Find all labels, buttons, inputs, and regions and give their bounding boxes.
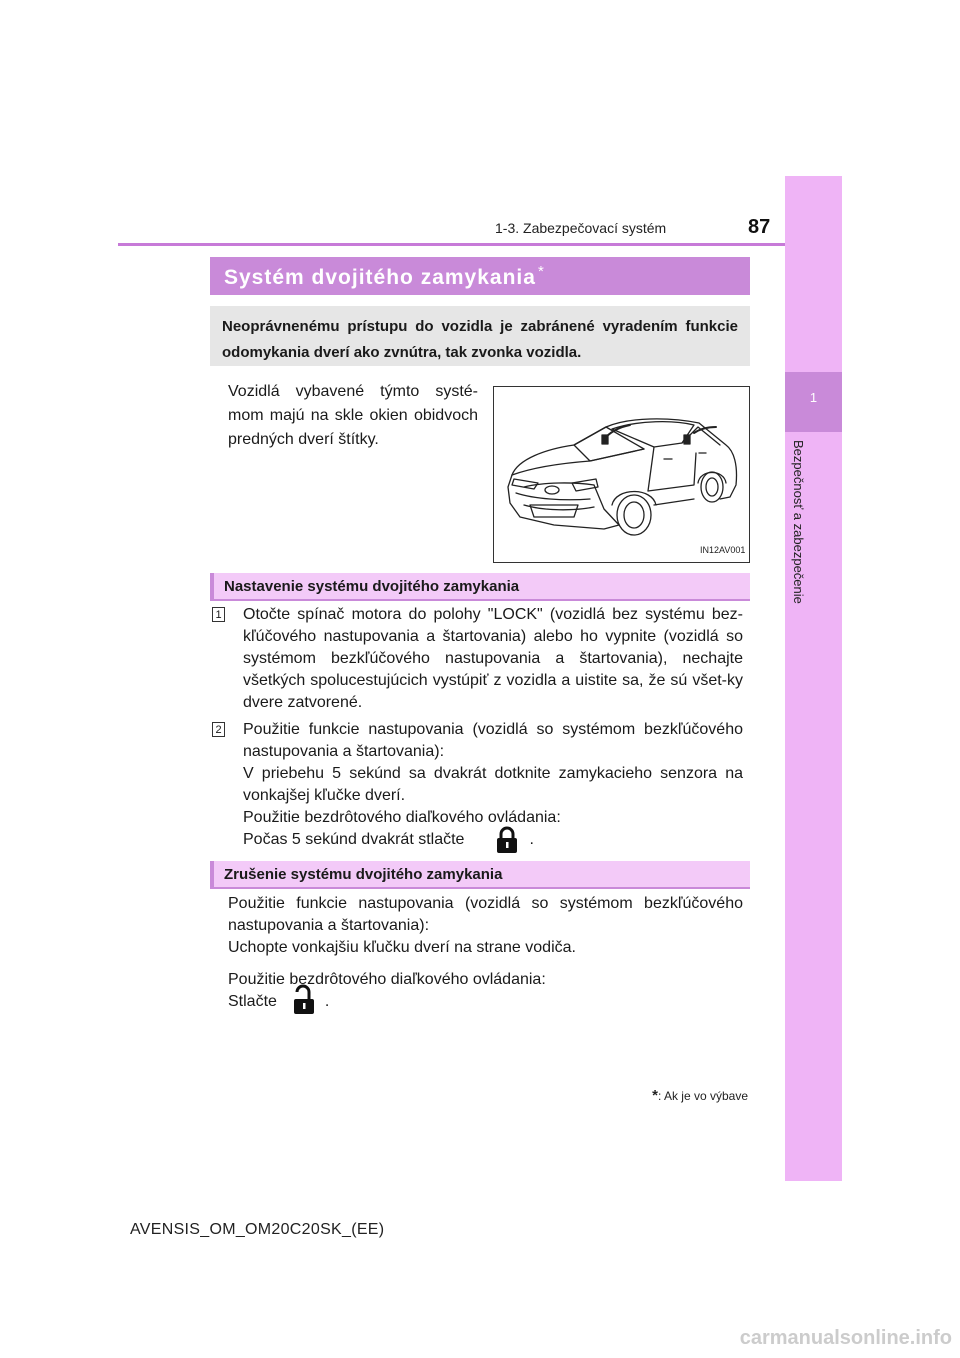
step-2-line-4-text: Počas 5 sekúnd dvakrát stlačte	[243, 831, 465, 848]
cancel-para-2b-text: Stlačte	[228, 993, 277, 1010]
car-figure	[493, 386, 750, 563]
footnote	[652, 1087, 748, 1104]
footnote-star: *	[652, 1087, 658, 1104]
step-2-line-4-end: .	[529, 831, 534, 848]
setup-heading: Nastavenie systému dvojitého zamykania	[224, 578, 520, 595]
step-2-line-4	[243, 829, 534, 851]
manual-code: AVENSIS_OM_OM20C20SK_(EE)	[130, 1221, 385, 1238]
footnote-text: : Ak je vo výbave	[657, 1089, 748, 1103]
page-title-text: Systém dvojitého zamykania	[224, 266, 536, 289]
step-1-text: Otočte spínač motora do polohy "LOCK" (vozidlá bez systému bez-kľúčového nastupovania a štartovania) alebo ho vypnite (vozidlá so systémom bezkľúčového nastupovania a štartovania), nechajte všetkých spolucestujúcich vystúpiť z vozidla a uistite sa, že sú všet-ky dvere zatvorené.	[243, 606, 743, 711]
lock-icon	[495, 826, 519, 859]
step-number-2: 2	[212, 722, 225, 737]
chapter-title: Bezpečnosť a zabezpečenie	[791, 440, 806, 604]
chapter-tab	[785, 176, 842, 1181]
figure-code: IN12AV001	[700, 545, 746, 555]
chapter-number: 1	[809, 390, 818, 405]
header-rule	[118, 243, 788, 246]
watermark: carmanualsonline.info	[739, 1327, 952, 1349]
section-title: 1-3. Zabezpečovací systém	[495, 220, 667, 236]
step-number-1: 1	[212, 607, 225, 622]
page-number: 87	[748, 216, 771, 238]
unlock-icon	[292, 983, 316, 1020]
cancel-heading: Zrušenie systému dvojitého zamykania	[224, 866, 503, 883]
intro-box: Neoprávnenému prístupu do vozidla je zabránené vyradením funkcie odomykania dverí ako zvnútra, tak zvonka vozidla.	[210, 306, 750, 366]
cancel-para-1b: Uchopte vonkajšiu kľučku dverí na strane vodiča.	[228, 939, 576, 956]
optional-mark: *	[537, 263, 545, 280]
step-2-line-1: Použitie funkcie nastupovania (vozidlá so systémom bezkľúčového nastupovania a štartovania):	[243, 721, 743, 760]
cancel-para-2b-end: .	[324, 993, 330, 1010]
car-illustration	[494, 387, 749, 562]
cancel-para-2: Použitie bezdrôtového diaľkového ovládania:	[228, 971, 546, 988]
cancel-para-1: Použitie funkcie nastupovania (vozidlá so systémom bezkľúčového nastupovania a štartovania):	[228, 895, 743, 934]
step-2-line-3: Použitie bezdrôtového diaľkového ovládania:	[243, 809, 561, 826]
car-note: Vozidlá vybavené týmto systé-mom majú na skle okien obidvoch predných dverí štítky.	[228, 383, 478, 448]
step-2-line-2: V priebehu 5 sekúnd sa dvakrát dotknite zamykacieho senzora na vonkajšej kľučke dverí.	[243, 765, 743, 804]
page-title	[224, 263, 545, 290]
